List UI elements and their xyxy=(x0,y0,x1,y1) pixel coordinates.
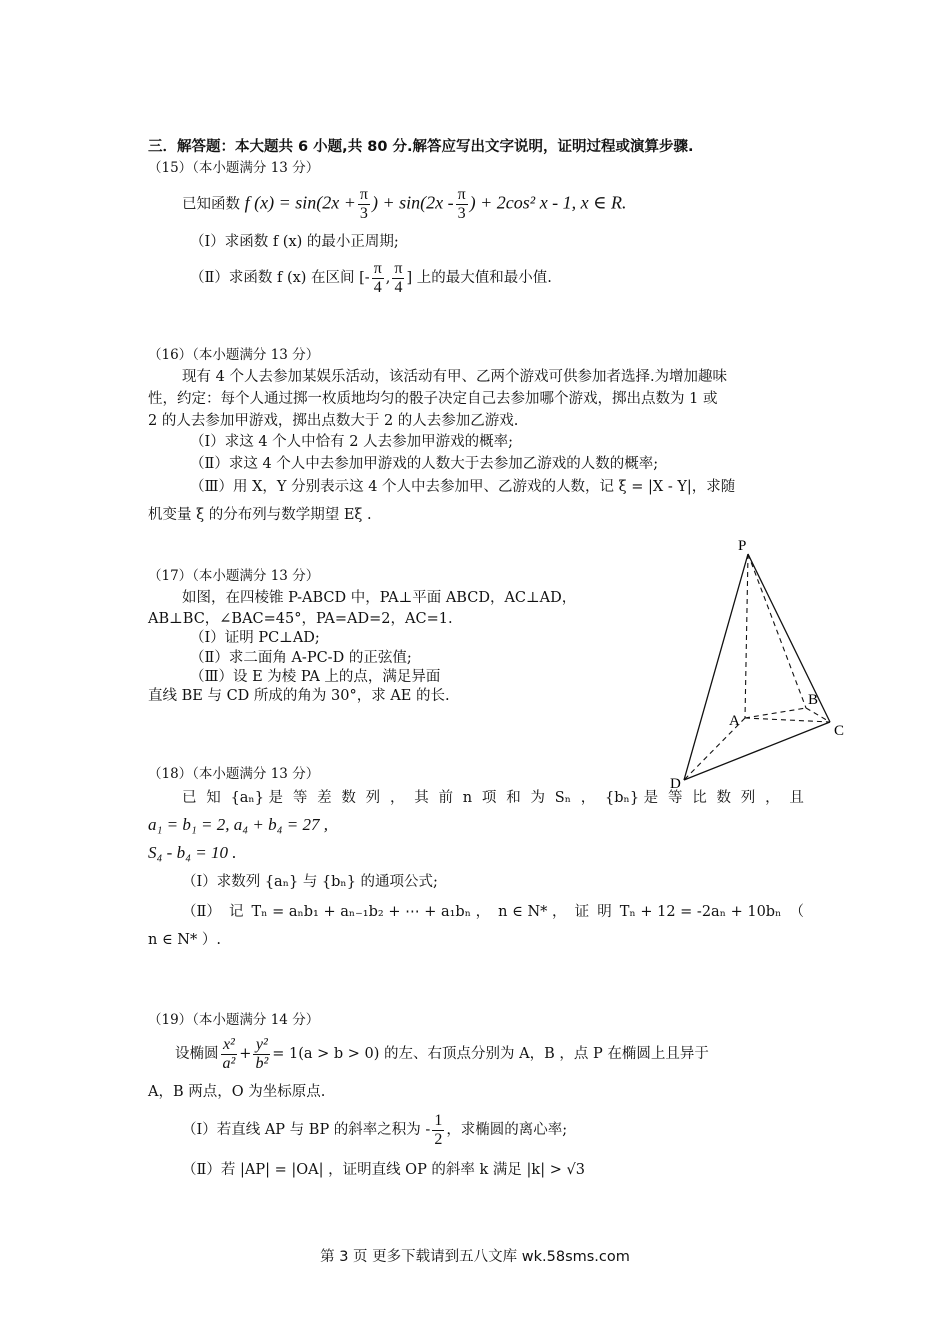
q19-header: （19）（本小题满分 14 分） xyxy=(148,1012,320,1028)
q18-line1-word: 和 xyxy=(506,790,521,806)
edge-AC xyxy=(745,718,830,722)
q18-line1-word: 数 xyxy=(341,790,356,806)
q18-line1-word: ， xyxy=(389,790,405,806)
label-B: B xyxy=(808,692,819,708)
q16-line3: 2 的人去参加甲游戏，掷出点数大于 2 的人去参加乙游戏. xyxy=(148,413,519,429)
pyramid-figure xyxy=(660,530,860,800)
q15-part2-frac2: $\frac{\pi}{4}$ xyxy=(394,259,403,296)
q18-line1-word: 为 xyxy=(530,790,545,806)
q15-part1: （Ⅰ）求函数 f (x) 的最小正周期; xyxy=(190,234,399,250)
q15-part2-frac1: $\frac{\pi}{4}$ xyxy=(373,259,382,296)
q19-part1-suffix: ，求椭圆的离心率; xyxy=(446,1122,568,1138)
q18-line1-word: Sₙ xyxy=(554,790,571,806)
q15-part2: （Ⅱ）求函数 f (x) 在区间 [- $\frac{\pi}{4}$ , $\frac{\pi}{4}$ ] 上的最大值和最小值. xyxy=(190,259,552,296)
q19-stem-mid: = 1(a > b > 0) 的左、右顶点分别为 A，B ，点 P 在椭圆上且异于 xyxy=(272,1046,709,1062)
q18-part2-word: （Ⅱ） xyxy=(182,904,221,920)
q17-part3a: （Ⅲ）设 E 为棱 PA 上的点，满足异面 xyxy=(190,669,441,685)
q18-part2b: n ∈ N* ）. xyxy=(148,932,221,948)
q16-part1: （Ⅰ）求这 4 个人中恰有 2 人去参加甲游戏的概率; xyxy=(190,434,513,450)
q17-part2: （Ⅱ）求二面角 A-PC-D 的正弦值; xyxy=(190,650,412,666)
q18-line1-word: 项 xyxy=(481,790,497,806)
q15-part2-prefix: （Ⅱ）求函数 f (x) 在区间 [- xyxy=(190,270,370,286)
q18-line1-word: 其 xyxy=(414,790,429,806)
q16-part3b: 机变量 ξ 的分布列与数学期望 Eξ . xyxy=(148,507,372,523)
q18-line1-word: 且 xyxy=(789,790,804,806)
q19-stem: 设椭圆 $\frac{\text{x²}}{\text{a²}}$ + $\frac{\text{y²}}{\text{b²}}$ = 1(a > b > 0) 的左、右顶点分别为 A，B ，点 P 在椭圆上且异于 xyxy=(175,1035,709,1072)
q15-stem-prefix: 已知函数 xyxy=(182,196,240,213)
q17-line2: AB⊥BC，∠BAC=45°，PA=AD=2，AC=1. xyxy=(148,611,453,627)
label-P: P xyxy=(738,538,747,554)
q18-line1-word: ， xyxy=(765,790,780,806)
section-title: 三．解答题：本大题共 6 小题,共 80 分.解答应写出文字说明，证明过程或演算步骤. xyxy=(148,139,694,155)
q18-line1-word: {bₙ} 是 xyxy=(605,790,659,806)
q18-part2-word: n ∈ N* ， xyxy=(498,904,567,920)
q18-line1 xyxy=(182,788,804,808)
q18-part2-word: 明 xyxy=(597,904,612,920)
q18-line1-word: ， xyxy=(580,790,596,806)
q18-line1-word: 数 xyxy=(716,790,732,806)
q18-part2-word: Tₙ = aₙb₁ + aₙ₋₁b₂ + ⋯ + a₁bₙ ， xyxy=(251,904,491,920)
q19-part1 xyxy=(182,1108,567,1152)
label-A: A xyxy=(729,713,740,729)
q19-stem-prefix: 设椭圆 xyxy=(175,1046,219,1062)
q19-frac-y: $\frac{\text{y²}}{\text{b²}}$ xyxy=(255,1035,269,1072)
edge-DC xyxy=(684,722,830,780)
edge-PA xyxy=(745,554,748,718)
q18-part2 xyxy=(182,902,804,922)
edge-PB xyxy=(748,554,806,708)
q18-line1-word: 前 xyxy=(438,790,454,806)
q17-part3b: 直线 BE 与 CD 所成的角为 30°，求 AE 的长. xyxy=(148,688,450,704)
q15-stem xyxy=(182,186,626,223)
q18-part2-word: （ xyxy=(789,904,804,920)
q16-part3a: （Ⅲ）用 X，Y 分别表示这 4 个人中去参加甲、乙游戏的人数，记 ξ = |X - Y|，求随 xyxy=(190,479,736,495)
q18-line1-word: 比 xyxy=(692,790,707,806)
q16-line1: 现有 4 个人去参加某娱乐活动，该活动有甲、乙两个游戏可供参加者选择.为增加趣味 xyxy=(182,369,728,385)
q18-line1-word: 列 xyxy=(740,790,756,806)
edge-PD xyxy=(684,554,748,780)
q16-line2: 性，约定：每个人通过掷一枚质地均匀的骰子决定自己去参加哪个游戏，掷出点数为 1 或 xyxy=(148,391,718,407)
q19-part2: （Ⅱ）若 |AP| = |OA| ，证明直线 OP 的斜率 k 满足 |k| > √3 xyxy=(182,1162,585,1178)
q18-line1-word: n xyxy=(462,790,473,806)
q18-line1-word: 列 xyxy=(365,790,381,806)
q16-header: （16）（本小题满分 13 分） xyxy=(148,347,320,363)
q15-formula-c: ) + 2cos² x - 1, x ∈ R. xyxy=(469,192,627,213)
q18-line1-word: {aₙ} 是 xyxy=(230,790,284,806)
label-D: D xyxy=(670,776,681,792)
q15-part2-suffix: ] 上的最大值和最小值. xyxy=(406,270,552,286)
q19-part1-frac: $\frac{1}{2}$ xyxy=(434,1111,443,1148)
q15-header: （15）（本小题满分 13 分） xyxy=(148,160,320,176)
q15-frac2: $\frac{\pi}{3}$ xyxy=(457,186,466,222)
q18-line2: a₁ = b₁ = 2, a₄ + b₄ = 27 , xyxy=(148,815,329,834)
q18-line3: S₄ - b₄ = 10 . xyxy=(148,843,237,862)
q17-header: （17）（本小题满分 13 分） xyxy=(148,568,320,584)
page-footer: 第 3 页 更多下载请到五八文库 wk.58sms.com xyxy=(320,1249,630,1265)
q19-frac-x: $\frac{\text{x²}}{\text{a²}}$ xyxy=(222,1035,236,1072)
q18-line1-word: 等 xyxy=(667,790,683,806)
q15-frac1: $\frac{\pi}{3}$ xyxy=(359,186,368,222)
q18-part1: （Ⅰ）求数列 {aₙ} 与 {bₙ} 的通项公式; xyxy=(182,874,438,890)
q18-line1-word: 差 xyxy=(317,790,332,806)
q17-line1: 如图，在四棱锥 P-ABCD 中，PA⊥平面 ABCD，AC⊥AD， xyxy=(182,590,577,606)
q18-part2-word: 记 xyxy=(228,904,244,920)
q15-formula-b: ) + sin(2x - xyxy=(371,192,454,213)
q19-part1-prefix: （Ⅰ）若直线 AP 与 BP 的斜率之积为 - xyxy=(182,1122,431,1138)
q19-line2: A，B 两点，O 为坐标原点. xyxy=(148,1084,326,1100)
q16-part2: （Ⅱ）求这 4 个人中去参加甲游戏的人数大于去参加乙游戏的人数的概率; xyxy=(190,456,659,472)
q17-part1: （Ⅰ）证明 PC⊥AD; xyxy=(190,630,320,646)
edge-AB xyxy=(745,708,806,718)
q18-header: （18）（本小题满分 13 分） xyxy=(148,766,320,782)
q18-line1-word: 已 xyxy=(182,790,197,806)
q18-line1-word: 等 xyxy=(292,790,308,806)
q18-part2-word: 证 xyxy=(574,904,590,920)
label-C: C xyxy=(834,723,845,739)
q15-formula-a: f (x) = sin(2x + xyxy=(244,192,356,213)
q18-part2-word: Tₙ + 12 = -2aₙ + 10bₙ xyxy=(619,904,782,920)
q18-line1-word: 知 xyxy=(206,790,221,806)
